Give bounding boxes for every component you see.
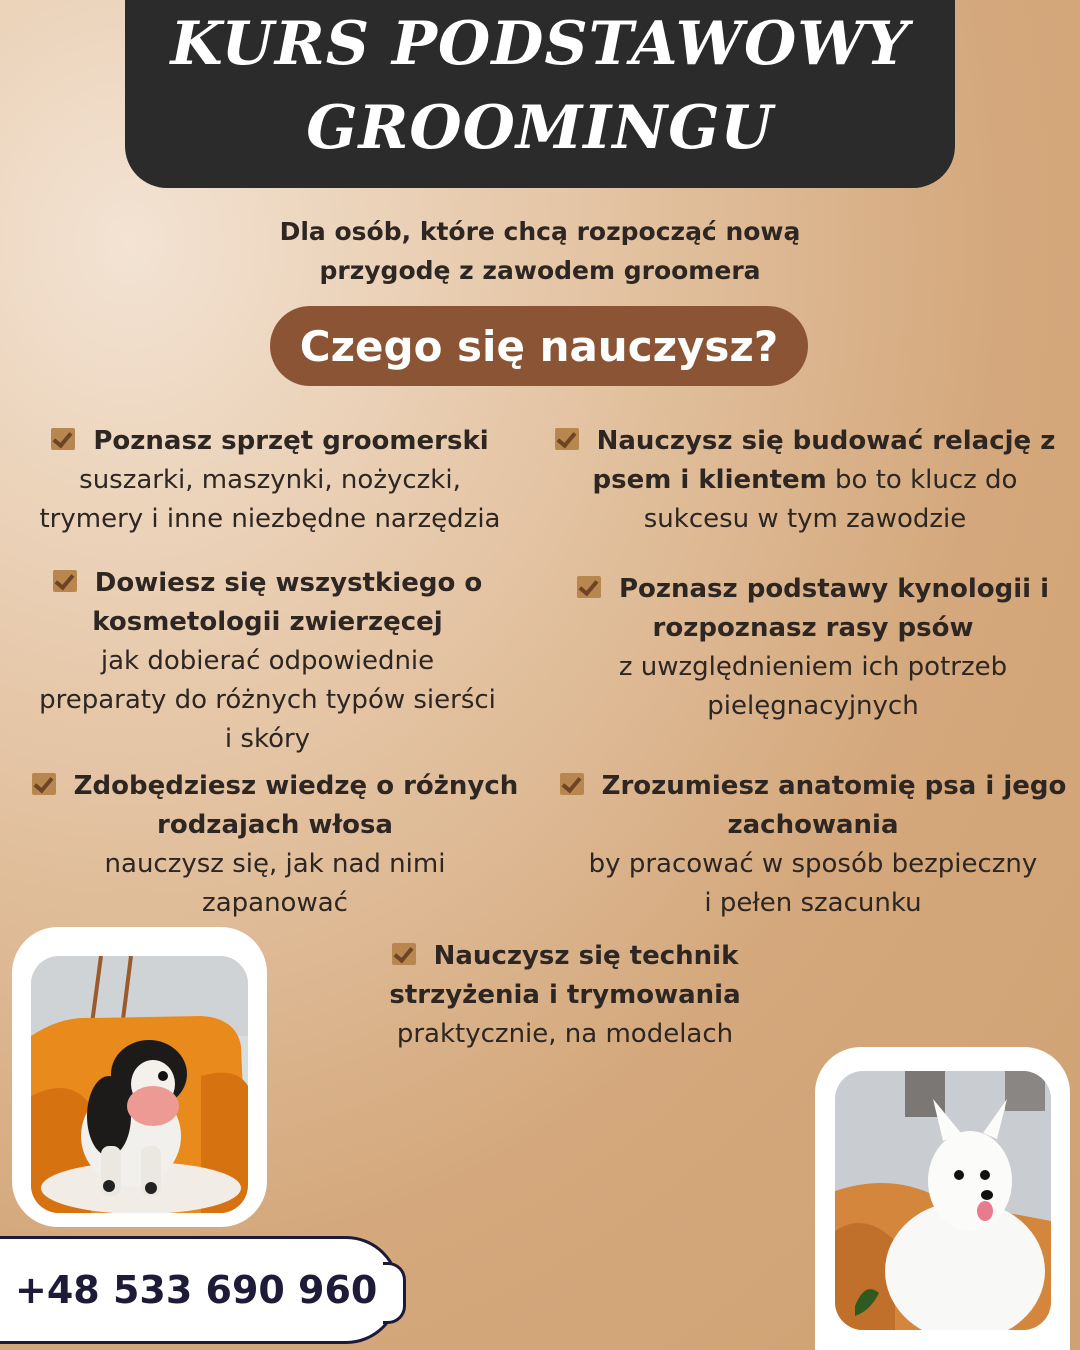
subtitle <box>0 212 1080 290</box>
photo-frame-spaniel <box>12 927 267 1227</box>
feature-heading: Poznasz podstawy kynologii i <box>618 574 1050 604</box>
feature-body: by pracować w sposób bezpieczny <box>588 849 1038 879</box>
feature-anatomy <box>548 767 1078 923</box>
feature-heading: rodzajach włosa <box>157 810 393 840</box>
feature-heading: rozpoznasz rasy psów <box>652 613 974 643</box>
feature-heading: Zrozumiesz anatomię psa i jego <box>601 771 1067 801</box>
dog-photo-samoyed <box>835 1071 1051 1330</box>
checkbox-check-icon <box>577 576 601 598</box>
feature-heading: Poznasz sprzęt groomerski <box>93 426 489 456</box>
feature-heading: Zdobędziesz wiedzę o różnych <box>73 771 519 801</box>
feature-body: jak dobierać odpowiednie <box>100 646 435 676</box>
feature-relationship <box>530 422 1080 539</box>
feature-body: suszarki, maszynki, nożyczki, <box>79 465 461 495</box>
subtitle-line-1: Dla osób, które chcą rozpocząć nową <box>279 217 801 246</box>
section-heading-pill <box>270 306 808 386</box>
feature-cosmetology <box>15 564 520 759</box>
feature-hair-types <box>25 767 525 923</box>
feature-body: pielęgnacyjnych <box>707 691 919 721</box>
feature-body: z uwzględnieniem ich potrzeb <box>618 652 1008 682</box>
section-heading: Czego się nauczysz? <box>299 321 779 371</box>
feature-body: trymery i inne niezbędne narzędzia <box>39 504 501 534</box>
feature-body: i skóry <box>224 724 311 754</box>
title-line-2: GROOMINGU <box>306 93 774 163</box>
feature-body: sukcesu w tym zawodzie <box>643 504 967 534</box>
checkbox-check-icon <box>560 773 584 795</box>
checkbox-check-icon <box>51 428 75 450</box>
checkbox-check-icon <box>555 428 579 450</box>
feature-heading: strzyżenia i trymowania <box>389 980 741 1010</box>
feature-heading: Nauczysz się technik <box>433 941 739 971</box>
feature-cynology <box>548 570 1078 726</box>
title-line-1: KURS PODSTAWOWY <box>170 9 910 79</box>
title-banner <box>125 0 955 188</box>
dog-photo-spaniel <box>31 956 248 1213</box>
feature-heading: Nauczysz się budować relację z <box>596 426 1056 456</box>
phone-badge-tab <box>383 1262 406 1324</box>
feature-body: nauczysz się, jak nad nimi <box>104 849 446 879</box>
feature-body: preparaty do różnych typów sierści <box>39 685 496 715</box>
feature-heading: Dowiesz się wszystkiego o <box>94 568 483 598</box>
feature-body-inline: bo to klucz do <box>826 465 1018 495</box>
checkbox-check-icon <box>53 570 77 592</box>
feature-equipment <box>20 422 520 539</box>
feature-cutting <box>330 937 800 1054</box>
checkbox-check-icon <box>32 773 56 795</box>
phone-badge[interactable] <box>0 1236 400 1344</box>
feature-heading-inline: psem i klientem <box>592 465 827 495</box>
feature-body: i pełen szacunku <box>704 888 922 918</box>
feature-heading: kosmetologii zwierzęcej <box>92 607 443 637</box>
feature-heading: zachowania <box>727 810 899 840</box>
checkbox-check-icon <box>392 943 416 965</box>
feature-body: praktycznie, na modelach <box>396 1019 734 1049</box>
phone-number[interactable]: +48 533 690 960 <box>15 1268 378 1312</box>
subtitle-line-2: przygodę z zawodem groomera <box>319 256 761 285</box>
photo-frame-samoyed <box>815 1047 1070 1350</box>
feature-body: zapanować <box>202 888 348 918</box>
